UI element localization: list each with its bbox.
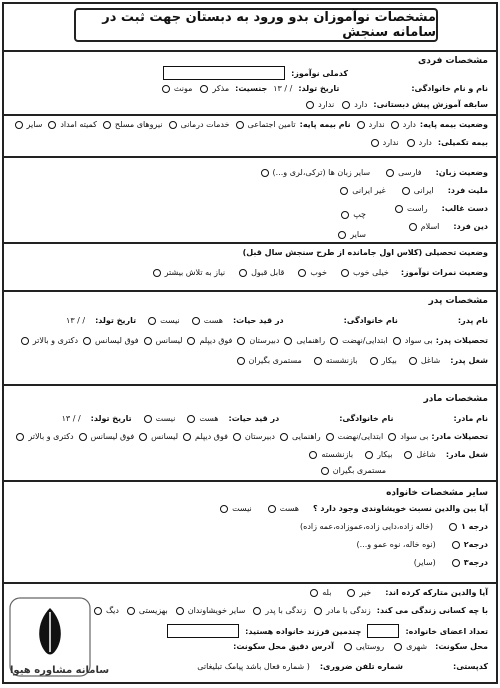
supp-none-radio[interactable] (371, 139, 379, 147)
mother-edu-4-radio[interactable] (233, 433, 241, 441)
lang-label: وضعیت زبان: (435, 168, 488, 177)
res-village: روستایی (355, 642, 385, 651)
gender-label: جنسیت: (235, 84, 268, 93)
grade-3: قابل قبول (251, 268, 285, 277)
residence-label: محل سکونت: (435, 642, 488, 651)
ins-none-label: ندارد (368, 120, 385, 129)
nat-iranian-radio[interactable] (402, 187, 410, 195)
grade-1-radio[interactable] (341, 269, 349, 277)
father-alive-yes: هست (203, 316, 223, 325)
religion-label: دین فرد: (453, 222, 488, 231)
mother-job-2-radio[interactable] (365, 451, 373, 459)
live-opt-4: بهزیستی (138, 606, 168, 615)
members-field[interactable] (367, 624, 399, 638)
mother-birth-date[interactable]: / / ۱۳ (61, 414, 81, 423)
lang-farsi-radio[interactable] (386, 169, 394, 177)
mother-job-1-radio[interactable] (404, 451, 412, 459)
ins-has-radio[interactable] (391, 121, 399, 129)
deg1-desc: (خاله زاده،دایی زاده،عموزاده،عمه زاده) (300, 522, 433, 531)
grade-2: خوب (310, 268, 327, 277)
grade-4-radio[interactable] (153, 269, 161, 277)
birth-order-field[interactable] (167, 624, 239, 638)
mother-alive-yes-radio[interactable] (187, 415, 195, 423)
father-job-3: بازنشسته (325, 356, 358, 365)
section-divider (4, 480, 496, 482)
father-family-label: نام خانوادگی: (343, 316, 398, 325)
section-divider (4, 242, 496, 244)
rel-islam-radio[interactable] (409, 223, 417, 231)
ins-none-radio[interactable] (357, 121, 365, 129)
father-birth-label: تاریخ تولد: (95, 316, 137, 325)
address-label: آدرس دقیق محل سکونت: (233, 642, 334, 651)
form-page (2, 2, 498, 684)
phone-note: ( شماره فعال باشد پیامک تبلیغاتی (197, 662, 310, 671)
father-edu-5: فوق دیپلم (199, 336, 233, 345)
mother-alive-yes: هست (199, 414, 219, 423)
hand-left-radio[interactable] (341, 211, 349, 219)
divorce-no-radio[interactable] (347, 589, 355, 597)
nat-noniranian: غیر ایرانی (352, 186, 386, 195)
section-divider (4, 582, 496, 584)
section-divider (4, 50, 496, 52)
family-heading: سایر مشخصات خانواده (386, 488, 488, 498)
hand-right: راست (406, 204, 428, 213)
father-job-4: مستمری بگیران (248, 356, 302, 365)
father-edu-5-radio[interactable] (187, 337, 195, 345)
mother-edu-label: تحصیلات مادر: (431, 432, 488, 441)
live-with-label: با چه کسانی زندگی می کند: (376, 606, 488, 615)
deg3-desc: (سایر) (413, 558, 436, 567)
hand-right-radio[interactable] (395, 205, 403, 213)
father-job-1: شاغل (420, 356, 441, 365)
mother-edu-5-radio[interactable] (183, 433, 191, 441)
nationality-label: ملیت فرد: (447, 186, 488, 195)
education-heading: وضعیت تحصیلی (کلاس اول جاماند‌ه از طرح سنجش سال قبل) (242, 248, 488, 257)
phone-label: شماره تلفن ضروری: (319, 662, 404, 671)
divorce-no: خیر (359, 588, 372, 597)
deg1-radio[interactable] (449, 523, 457, 531)
deg2-label: درجه۲ (463, 540, 488, 549)
grade-1: خیلی خوب (352, 268, 389, 277)
female-label: مونث (173, 84, 193, 93)
mother-edu-1: بی سواد (400, 432, 429, 441)
supp-none-label: ندارد (382, 138, 399, 147)
divorce-yes: بله (322, 588, 332, 597)
father-alive-label: در قید حیات: (232, 316, 284, 325)
mother-job-1: شاغل (416, 450, 436, 459)
ins-type-5: سایر (26, 120, 43, 129)
father-job-3-radio[interactable] (314, 357, 322, 365)
mother-job-4: مستمری بگیران (332, 466, 386, 475)
nat-noniranian-radio[interactable] (340, 187, 348, 195)
kinship-no: نیست (232, 504, 252, 513)
deg3-label: درجه۳ (463, 558, 488, 567)
mother-edu-4: دبیرستان (244, 432, 275, 441)
hand-label: دست غالب: (441, 204, 488, 213)
father-job-2-radio[interactable] (370, 357, 378, 365)
ins-type-1: تامین اجتماعی (247, 120, 296, 129)
father-job-1-radio[interactable] (409, 357, 417, 365)
rel-other: سایر (350, 230, 366, 239)
mother-edu-6-radio[interactable] (139, 433, 147, 441)
national-code-label: کدملی نوآموز: (291, 68, 348, 78)
preschool-none-radio[interactable] (306, 101, 314, 109)
mother-name-label: نام مادر: (453, 414, 488, 423)
section-divider (4, 384, 496, 386)
deg1-label: درجه ۱ (460, 522, 488, 531)
male-label: مذکر (212, 84, 230, 93)
hand-left: چپ (353, 210, 366, 219)
mother-edu-1-radio[interactable] (388, 433, 396, 441)
mother-edu-2: ابتدایی/نهضت (337, 432, 384, 441)
live-opt-1: زندگی با مادر (326, 606, 371, 615)
mother-job-label: شغل مادر: (445, 450, 488, 459)
lang-farsi: فارسی (398, 168, 422, 177)
birth-date[interactable]: / / ۱۳ (273, 84, 293, 93)
section-divider (4, 114, 496, 116)
father-edu-label: تحصیلات پدر: (435, 336, 488, 345)
father-edu-4: دبیرستان (249, 336, 280, 345)
live-opt-3: سایر خویشاوندان (187, 606, 246, 615)
mother-edu-6: لیسانس (151, 432, 179, 441)
mother-edu-2-radio[interactable] (326, 433, 334, 441)
kinship-no-radio[interactable] (220, 505, 228, 513)
nat-iranian: ایرانی (413, 186, 434, 195)
father-job-2: بیکار (381, 356, 397, 365)
father-edu-8: دکتری و بالاتر (32, 336, 79, 345)
ins-type-2-radio[interactable] (169, 121, 177, 129)
father-edu-3-radio[interactable] (284, 337, 292, 345)
father-alive-no-radio[interactable] (148, 317, 156, 325)
ins-type-5-radio[interactable] (15, 121, 23, 129)
ins-type-3: نیروهای مسلح (114, 120, 163, 129)
mother-job-3-radio[interactable] (309, 451, 317, 459)
members-label: تعداد اعضای خانواده: (405, 626, 488, 636)
male-radio[interactable] (200, 85, 208, 93)
preschool-none-label: ندارد (318, 100, 335, 109)
father-heading: مشخصات پدر (428, 296, 488, 306)
birth-label: تاریخ تولد: (298, 84, 340, 93)
kinship-question: آیا بین والدین نسبت خویشاوندی وجود دارد ؟ (312, 504, 488, 513)
grades-label: وضعیت نمرات نوآموز: (400, 268, 488, 277)
res-village-radio[interactable] (344, 643, 352, 651)
section-divider (4, 156, 496, 158)
section-divider (4, 290, 496, 292)
national-code-field[interactable] (163, 66, 285, 80)
father-job-4-radio[interactable] (237, 357, 245, 365)
deg3-radio[interactable] (452, 559, 460, 567)
mother-family-label: نام خانوادگی: (339, 414, 394, 423)
kinship-yes-radio[interactable] (268, 505, 276, 513)
rel-other-radio[interactable] (338, 231, 346, 239)
deg2-radio[interactable] (452, 541, 460, 549)
ins-type-label: نام بیمه پایه: (299, 120, 351, 129)
logo-text: سامانه مشاوره هیوا (10, 665, 110, 676)
live-opt-4-radio[interactable] (127, 607, 135, 615)
grade-2-radio[interactable] (298, 269, 306, 277)
mother-job-3: بازنشسته (321, 450, 354, 459)
personal-heading: مشخصات فردی (417, 56, 488, 66)
ins-has-label: دارد (402, 120, 416, 129)
divorce-question: آیا والدین متارکه کرده اند: (385, 588, 488, 597)
mother-edu-7-radio[interactable] (79, 433, 87, 441)
father-edu-2: ابتدایی/نهضت (342, 336, 388, 345)
mother-birth-label: تاریخ تولد: (90, 414, 132, 423)
mother-alive-label: در قید حیات: (228, 414, 280, 423)
mother-job-2: بیکار (377, 450, 393, 459)
grade-4: نیاز به تلاش بیشتر (164, 268, 226, 277)
mother-edu-3-radio[interactable] (280, 433, 288, 441)
father-edu-1: بی سواد (404, 336, 433, 345)
father-edu-7-radio[interactable] (83, 337, 91, 345)
live-opt-2-radio[interactable] (253, 607, 261, 615)
ins-type-1-radio[interactable] (236, 121, 244, 129)
form-title: مشخصات نوآموزان بدو ورود به دبستان جهت ثبت در سامانه سنجش (74, 8, 438, 42)
ins-type-2: خدمات درمانی (180, 120, 230, 129)
supp-has-radio[interactable] (407, 139, 415, 147)
father-alive-no: نیست (160, 316, 180, 325)
mother-edu-3: راهنمایی (291, 432, 321, 441)
ins-type-3-radio[interactable] (103, 121, 111, 129)
ins-type-4: کمیته امداد (60, 120, 97, 129)
insurance-label: وضعیت بیمه پایه: (419, 120, 488, 129)
mother-edu-8: دکتری و بالاتر (28, 432, 74, 441)
ins-type-4-radio[interactable] (48, 121, 56, 129)
father-alive-yes-radio[interactable] (192, 317, 200, 325)
mother-edu-7: فوق لیسانس (90, 432, 135, 441)
female-radio[interactable] (162, 85, 170, 93)
mother-job-4-radio[interactable] (321, 467, 329, 475)
father-edu-8-radio[interactable] (21, 337, 29, 345)
supp-label: بیمه تکمیلی: (437, 138, 488, 147)
father-edu-6-radio[interactable] (144, 337, 152, 345)
divorce-yes-radio[interactable] (310, 589, 318, 597)
res-city: شهری (406, 642, 428, 651)
name-label: نام و نام خانوادگی: (411, 84, 488, 93)
father-edu-4-radio[interactable] (237, 337, 245, 345)
supp-has-label: دارد (418, 138, 432, 147)
birth-order-label: چندمین فرزند خانواده هستید: (245, 626, 362, 636)
lang-other-radio[interactable] (261, 169, 269, 177)
postal-label: کدپستی: (453, 662, 488, 671)
father-name-label: نام پدر: (457, 316, 488, 325)
father-edu-2-radio[interactable] (330, 337, 338, 345)
mother-edu-5: فوق دیپلم (195, 432, 228, 441)
father-job-label: شغل پدر: (450, 356, 488, 365)
grade-3-radio[interactable] (239, 269, 247, 277)
live-opt-5-radio[interactable] (94, 607, 102, 615)
live-opt-5: دیگ (105, 606, 119, 615)
mother-alive-no: نیست (155, 414, 176, 423)
preschool-label: سابقه آموزش پیش دبستانی: (373, 100, 488, 109)
father-edu-3: راهنمایی (296, 336, 326, 345)
res-city-radio[interactable] (394, 643, 402, 651)
lang-other: سایر زبان ها (ترکی،لری و...) (272, 168, 371, 177)
mother-alive-no-radio[interactable] (144, 415, 152, 423)
kinship-yes: هست (279, 504, 299, 513)
father-edu-1-radio[interactable] (393, 337, 401, 345)
father-edu-7: فوق لیسانس (95, 336, 139, 345)
rel-islam: اسلام (420, 222, 440, 231)
mother-heading: مشخصات مادر (423, 394, 488, 404)
live-opt-1-radio[interactable] (314, 607, 322, 615)
live-opt-3-radio[interactable] (176, 607, 184, 615)
deg2-desc: (نوه خاله، نوه عمو و...) (356, 540, 436, 549)
live-opt-2: زندگی با پدر (265, 606, 307, 615)
preschool-has-radio[interactable] (342, 101, 350, 109)
father-birth-date[interactable]: / / ۱۳ (66, 316, 86, 325)
father-edu-6: لیسانس (155, 336, 183, 345)
preschool-has-label: دارد (354, 100, 368, 109)
mother-edu-8-radio[interactable] (16, 433, 24, 441)
